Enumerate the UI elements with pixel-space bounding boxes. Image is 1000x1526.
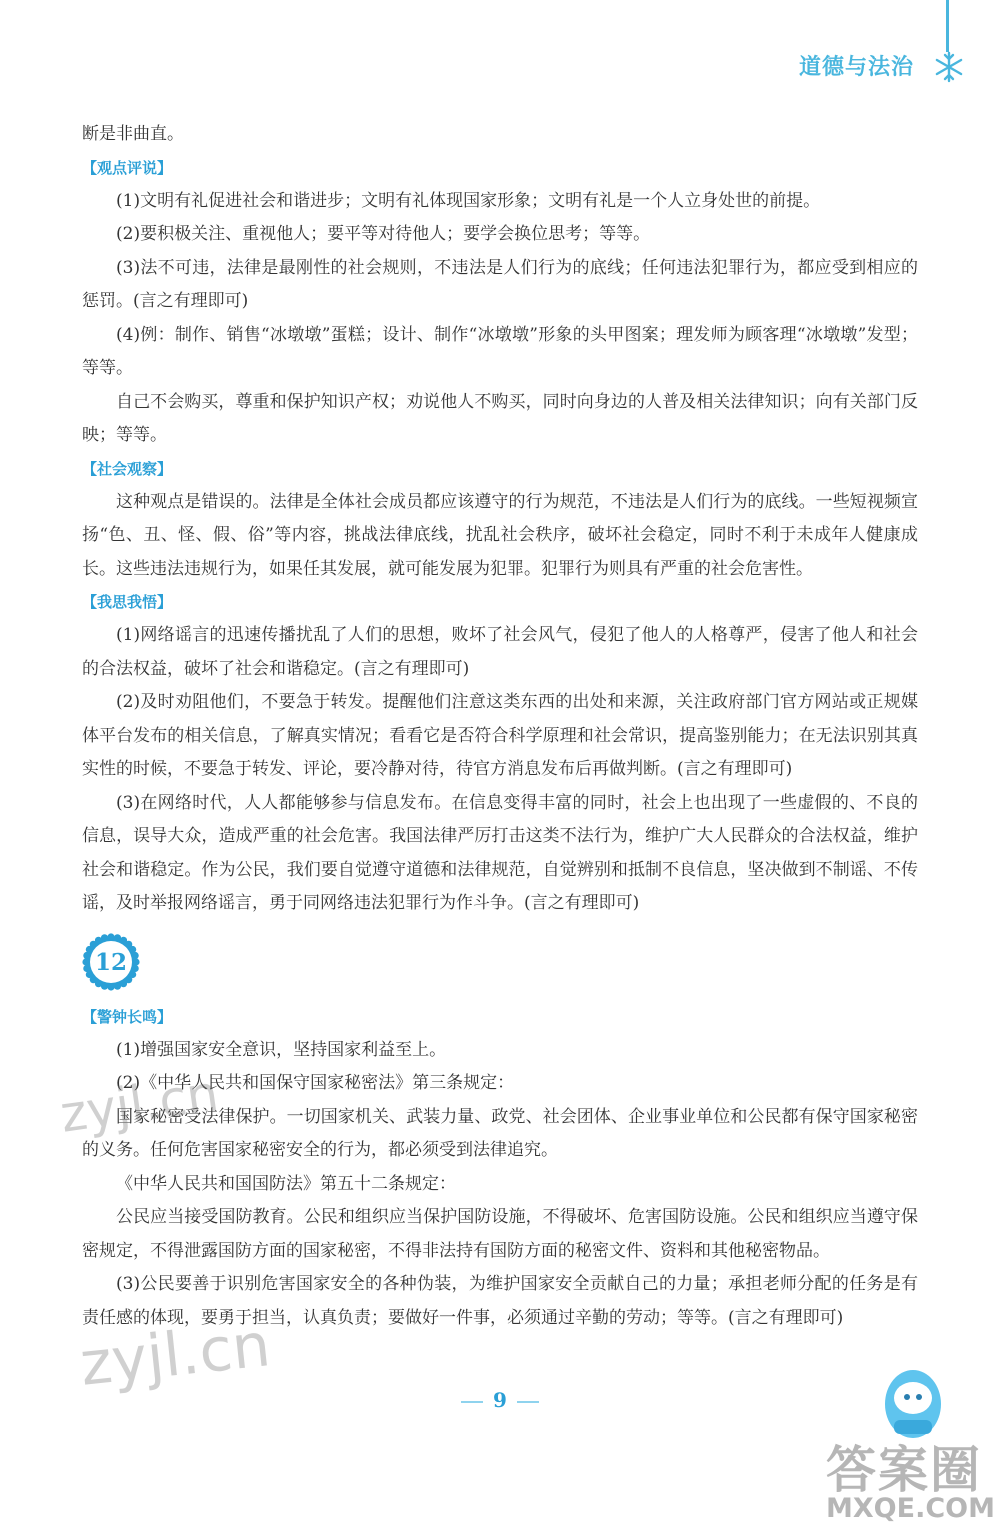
answer-paragraph: (2)要积极关注、重视他人；要平等对待他人；要学会换位思考；等等。: [116, 224, 651, 244]
subject-title: 道德与法治: [798, 55, 914, 80]
section-heading: 【观点评说】: [82, 158, 173, 177]
lesson-number-badge: [82, 933, 140, 991]
answer-paragraph: (3)在网络时代，人人都能够参与信息发布。在信息变得丰富的同时，社会上也出现了一些虚假的、不良的信息，误导大众，造成严重的社会危害。我国法律严厉打击这类不法行为，维护广大人民群众的合法权益，维护社会和谐稳定。作为公民，我们要自觉遵守道德和法律规范，自觉辨别和抵制不良信息，坚决做到不制谣、不传谣，及时举报网络谣言，勇于同网络违法犯罪行为作斗争。(言之有理即可): [82, 792, 918, 913]
answer-paragraph: 公民应当接受国防教育。公民和组织应当保护国防设施，不得破坏、危害国防设施。公民和组织应当遵守保密规定，不得泄露国防方面的国家秘密，不得非法持有国防方面的秘密文件、资料和其他秘密物品。: [82, 1207, 918, 1261]
answer-paragraph: (2)及时劝阻他们，不要急于转发。提醒他们注意这类东西的出处和来源，关注政府部门官方网站或正规媒体平台发布的相关信息，了解真实情况；看看它是否符合科学原理和社会常识，提高鉴别能力；在无法识别其真实性的时候，不要急于转发、评论，要冷静对待，待官方消息发布后再做判断。(言之有理即可): [82, 692, 918, 779]
answer-paragraph: 断是非曲直。: [82, 124, 184, 144]
answer-content: [82, 118, 918, 1335]
answer-paragraph: (1)网络谣言的迅速传播扰乱了人们的思想，败坏了社会风气，侵犯了他人的人格尊严，侵害了他人和社会的合法权益，破坏了社会和谐稳定。(言之有理即可): [82, 625, 918, 679]
answer-paragraph: (2)《中华人民共和国保守国家秘密法》第三条规定：: [116, 1073, 515, 1093]
answer-paragraph: (4)例：制作、销售“冰墩墩”蛋糕；设计、制作“冰墩墩”形象的头甲图案；理发师为顾客理“冰墩墩”发型；等等。: [82, 324, 918, 378]
answer-paragraph: 这种观点是错误的。法律是全体社会成员都应该遵守的行为规范，不违法是人们行为的底线。一些短视频宣扬“色、丑、怪、假、俗”等内容，挑战法律底线，扰乱社会秩序，破坏社会稳定，同时不利于未成年人健康成长。这些违法违规行为，如果任其发展，就可能发展为犯罪。犯罪行为则具有严重的社会危害性。: [82, 491, 918, 579]
site-logo: 答案圈: [826, 1441, 982, 1499]
header-divider: [946, 0, 949, 52]
section-heading: 【警钟长鸣】: [82, 1007, 173, 1026]
answer-paragraph: 《中华人民共和国国防法》第五十二条规定：: [116, 1173, 456, 1194]
page-number: 9: [0, 1388, 1000, 1412]
section-heading: 【我思我悟】: [82, 593, 173, 611]
answer-paragraph: 自己不会购买，尊重和保护知识产权；劝说他人不购买，同时向身边的人普及相关法律知识；向有关部门反映；等等。: [82, 391, 918, 445]
answer-paragraph: 国家秘密受法律保护。一切国家机关、武装力量、政党、社会团体、企业事业单位和公民都有保守国家秘密的义务。任何危害国家秘密安全的行为，都必须受到法律追究。: [82, 1106, 918, 1160]
section-heading: 【社会观察】: [82, 459, 173, 478]
watermark: zyjl.cn: [56, 1064, 222, 1144]
answer-paragraph: (1)增强国家安全意识，坚持国家利益至上。: [116, 1039, 447, 1060]
answer-paragraph: (1)文明有礼促进社会和谐进步；文明有礼体现国家形象；文明有礼是一个人立身处世的前提。: [116, 190, 821, 211]
bing-dwen-dwen-mascot-icon: [880, 1360, 946, 1440]
lesson-number: 12: [94, 948, 128, 976]
answer-paragraph: (3)法不可违，法律是最刚性的社会规则，不违法是人们行为的底线；任何违法犯罪行为，都应受到相应的惩罚。(言之有理即可): [82, 257, 918, 311]
answer-paragraph: (3)公民要善于识别危害国家安全的各种伪装，为维护国家安全贡献自己的力量；承担老师分配的任务是有责任感的体现，要勇于担当，认真负责；要做好一件事，必须通过辛勤的劳动；等等。(言之有理即可): [82, 1274, 918, 1328]
watermark: zyjl.cn: [76, 1310, 274, 1400]
snowflake-icon: [932, 50, 966, 84]
site-url: MXQE.COM: [826, 1493, 995, 1524]
